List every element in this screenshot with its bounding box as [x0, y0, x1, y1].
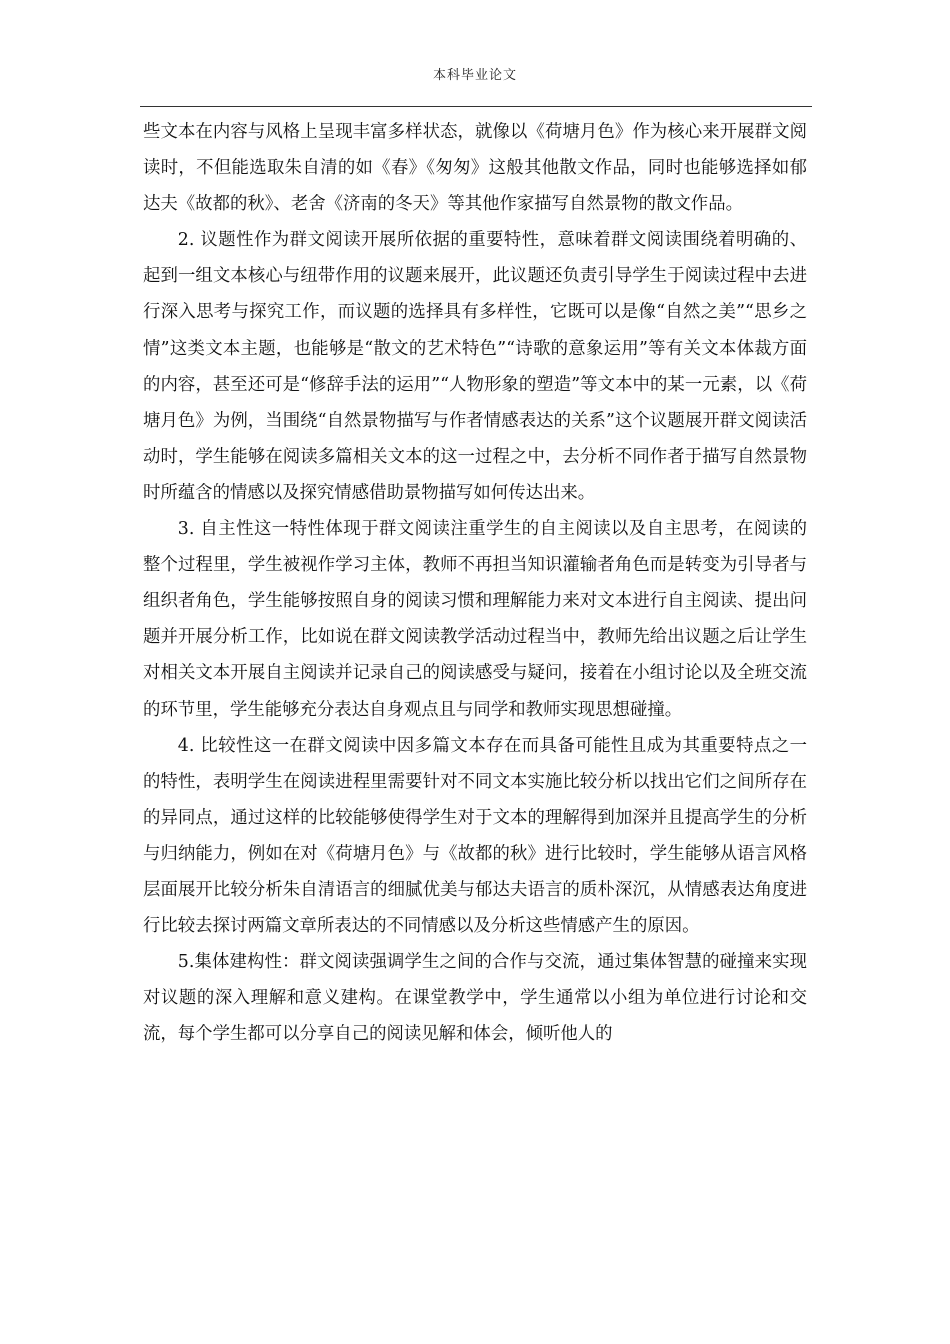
document-body — [143, 114, 807, 1052]
paragraph-continuation: 些文本在内容与风格上呈现丰富多样状态，就像以《荷塘月色》作为核心来开展群文阅读时，不但能选取朱自清的如《春》《匆匆》这般其他散文作品，同时也能够选择如郁达夫《故都的秋》、老舍《济南的冬天》等其他作家描写自然景物的散文作品。 — [143, 122, 807, 215]
header-divider — [140, 106, 812, 107]
paragraph-item-3: 3. 自主性这一特性体现于群文阅读注重学生的自主阅读以及自主思考，在阅读的整个过程里，学生被视作学习主体，教师不再担当知识灌输者角色而是转变为引导者与组织者角色，学生能够按照自身的阅读习惯和理解能力来对文本进行自主阅读、提出问题并开展分析工作，比如说在群文阅读教学活动过程当中，教师先给出议题之后让学生对相关文本开展自主阅读并记录自己的阅读感受与疑问，接着在小组讨论以及全班交流的环节里，学生能够充分表达自身观点且与同学和教师实现思想碰撞。 — [143, 519, 807, 720]
paragraph-item-4: 4. 比较性这一在群文阅读中因多篇文本存在而具备可能性且成为其重要特点之一的特性，表明学生在阅读进程里需要针对不同文本实施比较分析以找出它们之间所存在的异同点，通过这样的比较能够使得学生对于文本的理解得到加深并且提高学生的分析与归纳能力，例如在对《荷塘月色》与《故都的秋》进行比较时，学生能够从语言风格层面展开比较分析朱自清语言的细腻优美与郁达夫语言的质朴深沉，从情感表达角度进行比较去探讨两篇文章所表达的不同情感以及分析这些情感产生的原因。 — [143, 735, 807, 937]
paragraph-item-2: 2. 议题性作为群文阅读开展所依据的重要特性，意味着群文阅读围绕着明确的、起到一组文本核心与纽带作用的议题来展开，此议题还负责引导学生于阅读过程中去进行深入思考与探究工作，而议题的选择具有多样性，它既可以是像“自然之美”“思乡之情”这类文本主题，也能够是“散文的艺术特色”“诗歌的意象运用”等有关文本体裁方面的内容，甚至还可是“修辞手法的运用”“人物形象的塑造”等文本中的某一元素，以《荷塘月色》为例，当围绕“自然景物描写与作者情感表达的关系”这个议题展开群文阅读活动时，学生能够在阅读多篇相关文本的这一过程之中，去分析不同作者于描写自然景物时所蕴含的情感以及探究情感借助景物描写如何传达出来。 — [143, 230, 807, 503]
page-header-title: 本科毕业论文 — [432, 68, 517, 83]
paragraph-item-5: 5.集体建构性：群文阅读强调学生之间的合作与交流，通过集体智慧的碰撞来实现对议题的深入理解和意义建构。在课堂教学中，学生通常以小组为单位进行讨论和交流，每个学生都可以分享自己的阅读见解和体会，倾听他人的 — [143, 952, 807, 1045]
